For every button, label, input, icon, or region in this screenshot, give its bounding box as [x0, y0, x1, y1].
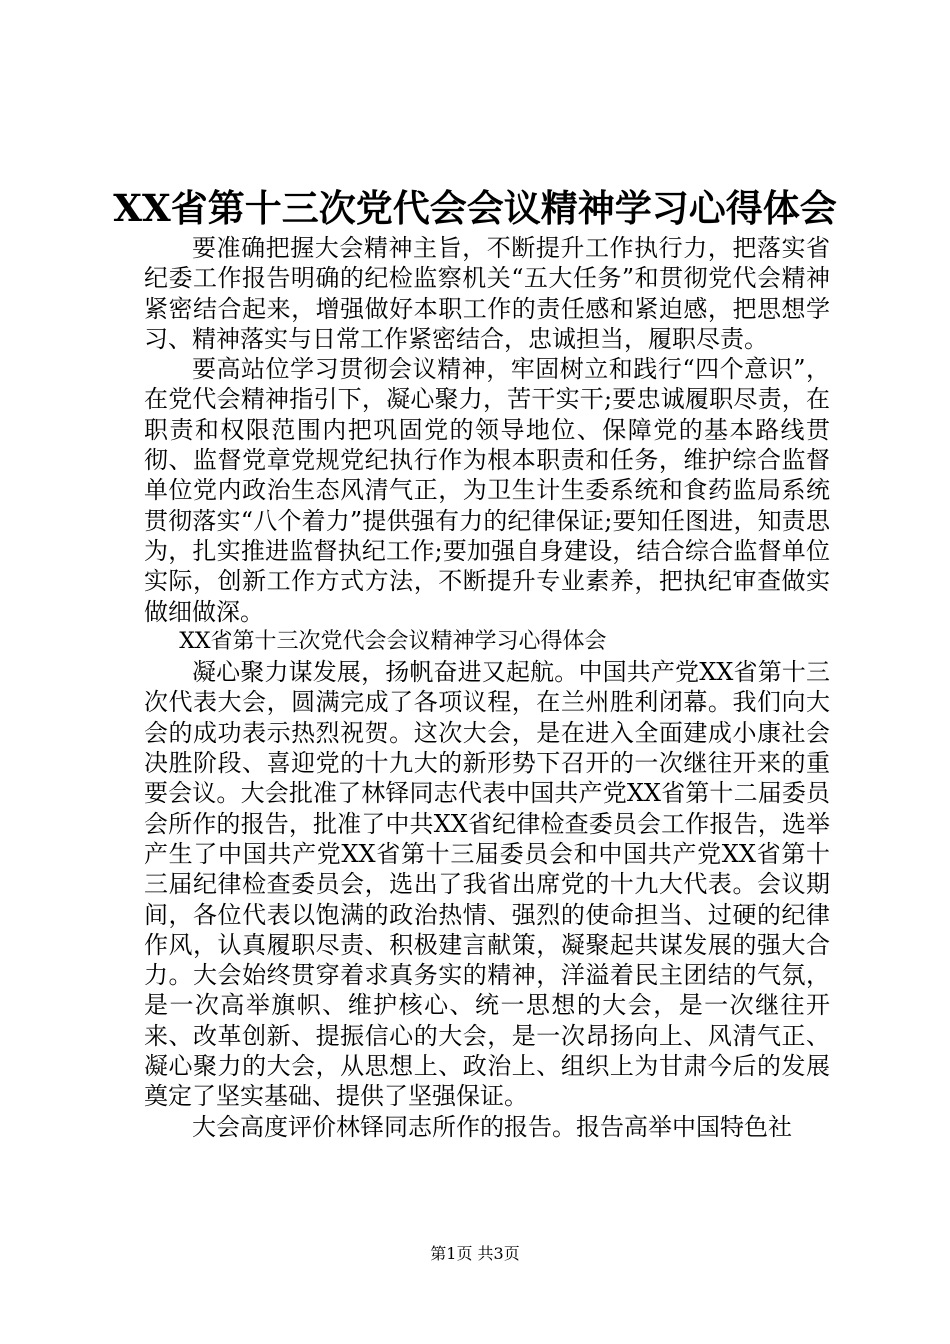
page-number: 第1页 共3页 — [430, 1244, 520, 1263]
paragraph: 凝心聚力谋发展，扬帆奋进又起航。中国共产党XX省第十三次代表大会，圆满完成了各项议程，在兰州胜利闭幕。我们向大会的成功表示热烈祝贺。这次大会，是在进入全面建成小康社会决胜阶段、喜迎党的十九大的新形势下召开的一次继往开来的重要会议。大会批准了林铎同志代表中国共产党XX省第十二届委员会所作的报告，批准了中共XX省纪律检查委员会工作报告，选举产生了中国共产党XX省第十三届委员会和中国共产党XX省第十三届纪律检查委员会，选出了我省出席党的十九大代表。会议期间，各位代表以饱满的政治热情、强烈的使命担当、过硬的纪律作风，认真履职尽责、积极建言献策，凝聚起共谋发展的强大合力。大会始终贯穿着求真务实的精神，洋溢着民主团结的气氛，是一次高举旗帜、维护核心、统一思想的大会，是一次继往开来、改革创新、提振信心的大会，是一次昂扬向上、风清气正、凝心聚力的大会，从思想上、政治上、组织上为甘肃今后的发展奠定了坚实基础、提供了坚强保证。 — [144, 658, 830, 1111]
paragraph: 要高站位学习贯彻会议精神，牢固树立和践行“四个意识”，在党代会精神指引下，凝心聚力，苦干实干;要忠诚履职尽责，在职责和权限范围内把巩固党的领导地位、保障党的基本路线贯彻、监督党章党规党纪执行作为根本职责和任务，维护综合监督单位党内政治生态风清气正，为卫生计生委系统和食药监局系统贯彻落实“八个着力”提供强有力的纪律保证;要知任图进，知责思为，扎实推进监督执纪工作;要加强自身建设，结合综合监督单位实际，创新工作方式方法，不断提升专业素养，把执纪审查做实做细做深。 — [144, 355, 830, 626]
paragraph: 要准确把握大会精神主旨，不断提升工作执行力，把落实省纪委工作报告明确的纪检监察机关“五大任务”和贯彻党代会精神紧密结合起来，增强做好本职工作的责任感和紧迫感，把思想学习、精神落实与日常工作紧密结合，忠诚担当，履职尽责。 — [144, 234, 830, 353]
document-title: XX省第十三次党代会会议精神学习心得体会 — [113, 186, 837, 230]
paragraph: 大会高度评价林铎同志所作的报告。报告高举中国特色社 — [192, 1112, 792, 1141]
section-heading: XX省第十三次党代会会议精神学习心得体会 — [179, 628, 607, 654]
document-body — [144, 233, 830, 1142]
